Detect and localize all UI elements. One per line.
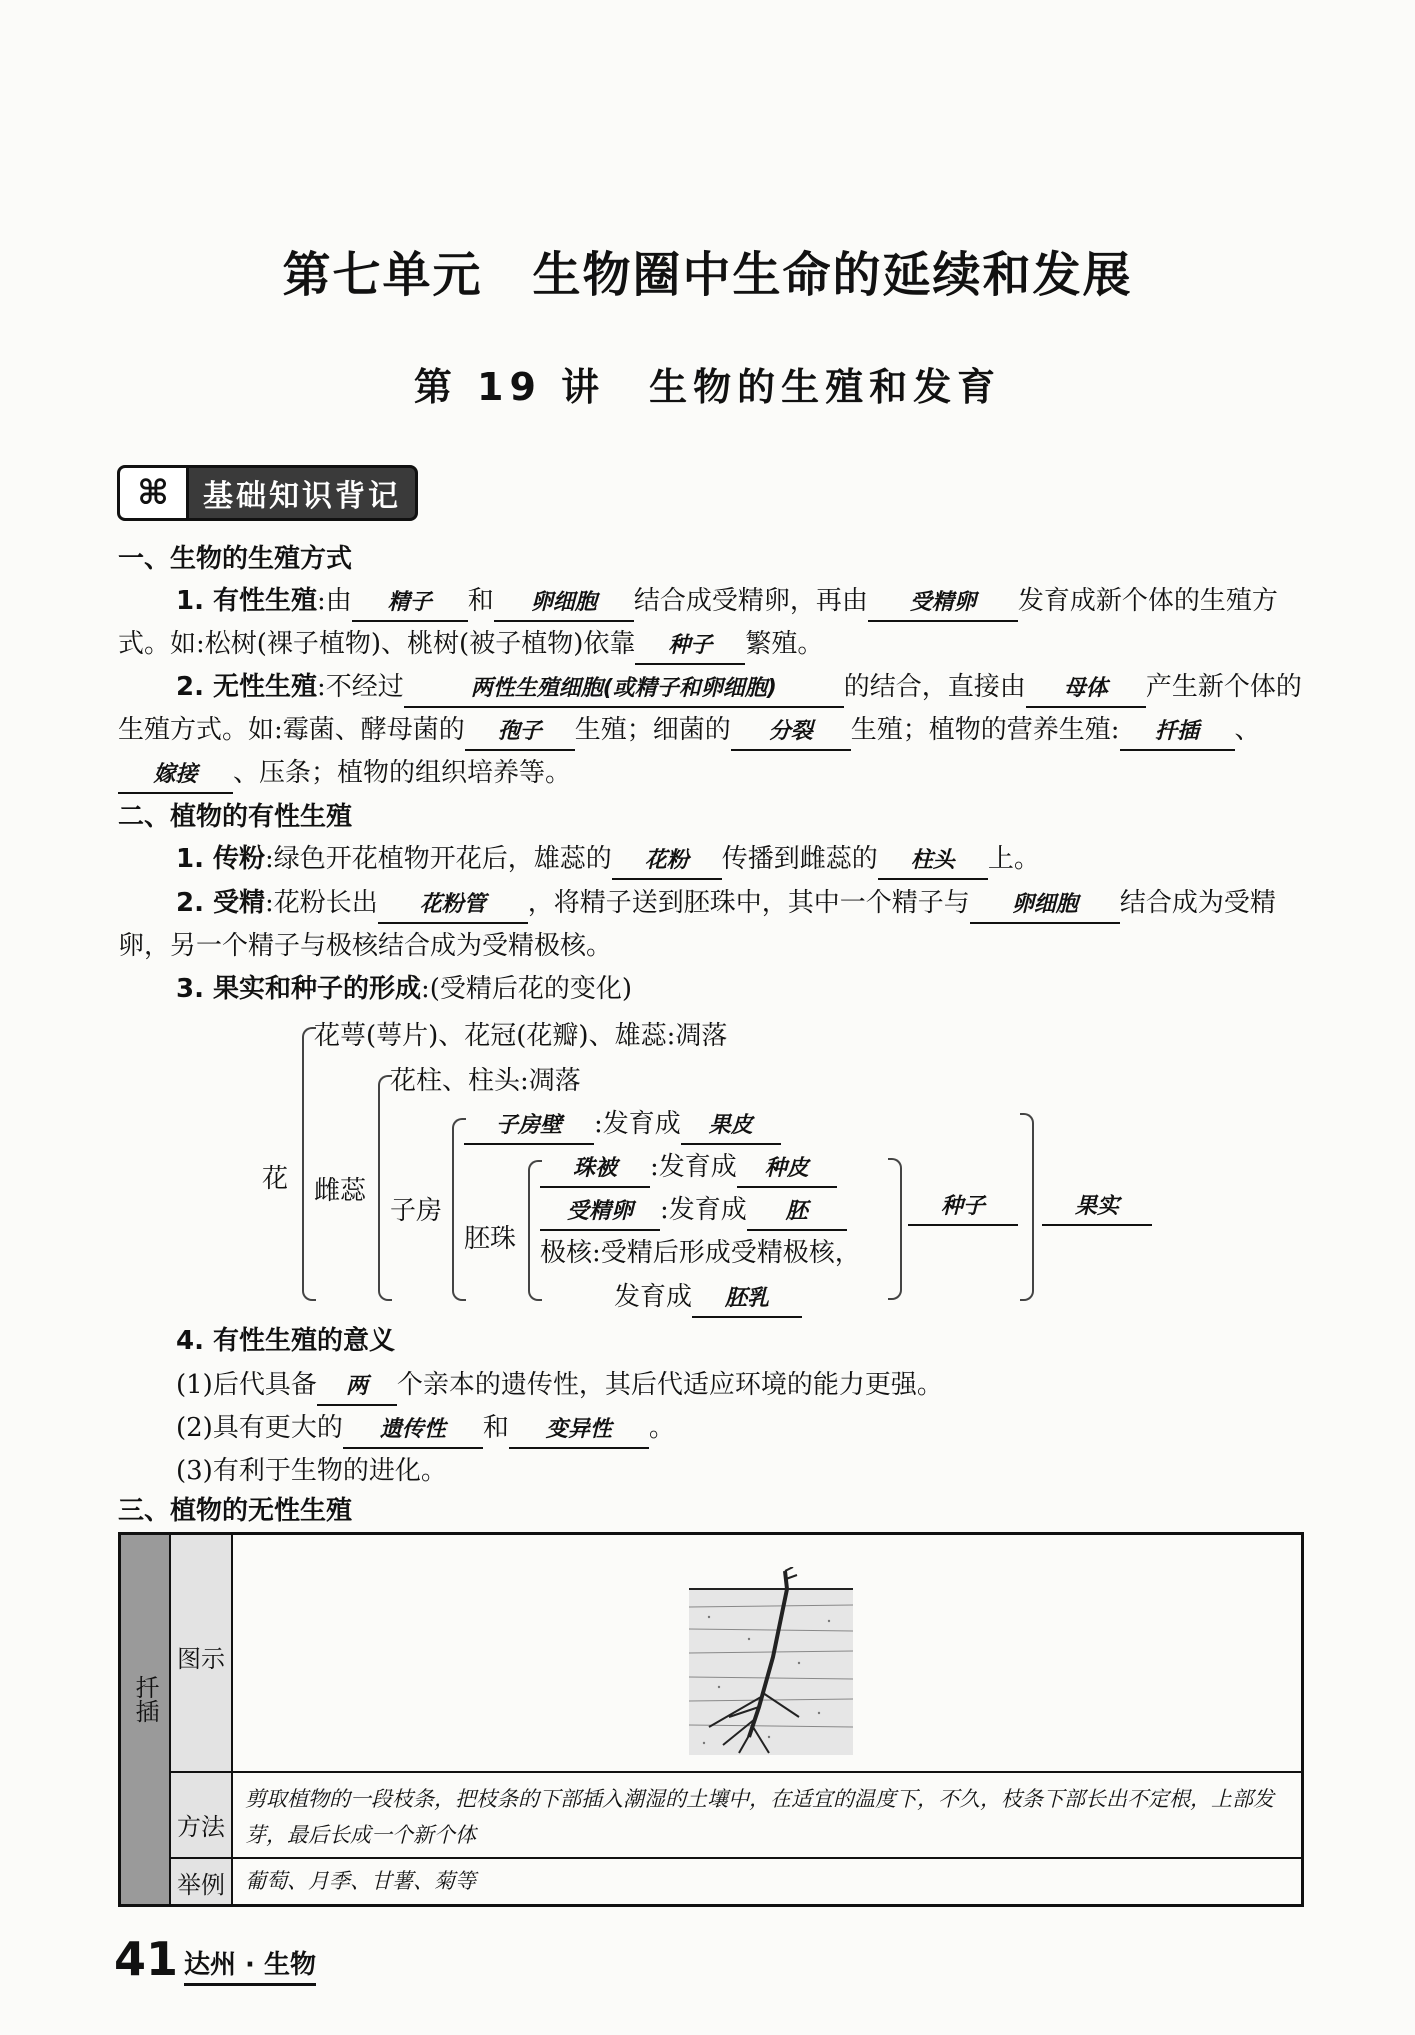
text: :不经过 xyxy=(317,672,404,702)
answer-blank: 分裂 xyxy=(731,715,851,751)
text: 传播到雌蕊的 xyxy=(721,844,878,874)
cutting-illustration xyxy=(689,1567,853,1755)
endosperm-row xyxy=(614,1276,802,1318)
bracket xyxy=(452,1118,466,1301)
footer-label: 达州 · 生物 xyxy=(184,1944,316,1986)
badge-label: 基础知识背记 xyxy=(189,465,418,521)
term-label: 2. 受精 xyxy=(176,888,266,918)
integument-row xyxy=(540,1146,837,1188)
s2-paragraph-2 xyxy=(118,882,1308,968)
text: 发育成新个体的生殖方式。如:松树(裸子植物)、桃树(被子植物)依靠 xyxy=(118,586,1278,659)
seed-row xyxy=(908,1190,1018,1226)
answer-blank: 两 xyxy=(317,1370,397,1406)
text: :由 xyxy=(317,586,352,616)
text: 产生新个体的生殖方式。如:霉菌、酵母菌的 xyxy=(118,672,1302,745)
text: :花粉长出 xyxy=(265,888,378,918)
section-badge xyxy=(117,465,418,521)
method-label: 方法 xyxy=(177,1813,225,1841)
answer-blank: 果皮 xyxy=(681,1109,781,1145)
bracket xyxy=(528,1160,542,1301)
flower-label: 花 xyxy=(262,1164,289,1194)
answer-blank: 花粉管 xyxy=(378,888,528,924)
answer-blank: 孢子 xyxy=(465,715,575,751)
text: 和 xyxy=(467,586,494,616)
answer-blank: 种子 xyxy=(908,1190,1018,1226)
text: ，将精子送到胚珠中，其中一个精子与 xyxy=(527,888,970,918)
text: 发育成 xyxy=(614,1282,693,1312)
text: 的结合，直接由 xyxy=(843,672,1026,702)
text: 和 xyxy=(482,1413,509,1443)
answer-blank: 两性生殖细胞(或精子和卵细胞) xyxy=(404,672,844,708)
figure-label: 图示 xyxy=(177,1645,225,1673)
answer-blank: 柱头 xyxy=(878,844,988,880)
s1-paragraph-1 xyxy=(118,580,1308,666)
section3-heading: 三、植物的无性生殖 xyxy=(118,1496,353,1526)
answer-blank: 遗传性 xyxy=(343,1413,483,1449)
answer-blank: 母体 xyxy=(1026,672,1146,708)
s2-paragraph-1 xyxy=(118,838,1308,881)
text: 、压条；植物的组织培养等。 xyxy=(233,758,572,788)
answer-blank: 扦插 xyxy=(1120,715,1235,751)
polar-line: 极核:受精后形成受精极核， xyxy=(540,1238,861,1268)
text: 结合成受精卵，再由 xyxy=(633,586,868,616)
answer-blank: 胚 xyxy=(747,1195,847,1231)
answer-blank: 精子 xyxy=(352,586,468,622)
text: 生殖；细菌的 xyxy=(574,715,731,745)
style-line: 花柱、柱头:凋落 xyxy=(390,1066,581,1096)
sepal-line: 花萼(萼片)、花冠(花瓣)、雄蕊:凋落 xyxy=(314,1021,728,1051)
bracket xyxy=(1020,1113,1034,1301)
significance-1 xyxy=(176,1364,943,1407)
term-label: 2. 无性生殖 xyxy=(176,672,318,702)
text: :发育成 xyxy=(650,1152,737,1182)
ovary-wall-row xyxy=(464,1103,781,1145)
text: 。 xyxy=(648,1413,675,1443)
significance-3: (3)有利于生物的进化。 xyxy=(176,1456,447,1486)
s2-paragraph-3 xyxy=(176,968,632,1011)
text: :发育成 xyxy=(660,1195,747,1225)
section2-heading: 二、植物的有性生殖 xyxy=(118,802,353,832)
row-divider xyxy=(171,1771,1301,1773)
answer-blank: 变异性 xyxy=(509,1413,649,1449)
term-label: 1. 有性生殖 xyxy=(176,586,318,616)
zygote-row xyxy=(540,1189,847,1231)
answer-blank: 种子 xyxy=(635,629,745,665)
unit-title: 第七单元 生物圈中生命的延续和发展 xyxy=(282,247,1133,303)
text: 结合成为受精卵，另一个精子与极核结合成为受精极核。 xyxy=(118,888,1276,961)
answer-blank: 受精卵 xyxy=(868,586,1018,622)
pistil-label: 雌蕊 xyxy=(314,1176,367,1206)
section1-heading: 一、生物的生殖方式 xyxy=(118,544,353,574)
term-label: 3. 果实和种子的形成 xyxy=(176,974,422,1004)
answer-blank: 花粉 xyxy=(612,844,722,880)
text: (2)具有更大的 xyxy=(176,1413,343,1443)
answer-blank: 卵细胞 xyxy=(494,586,634,622)
answer-blank: 果实 xyxy=(1042,1190,1152,1226)
bracket xyxy=(302,1027,316,1301)
plant-cutting-icon xyxy=(689,1567,853,1755)
text: :(受精后花的变化) xyxy=(421,974,633,1004)
example-text: 葡萄、月季、甘薯、菊等 xyxy=(245,1869,476,1893)
label-column xyxy=(171,1535,233,1904)
fruit-row xyxy=(1042,1190,1152,1226)
ovary-label: 子房 xyxy=(390,1196,443,1226)
text: 、 xyxy=(1234,715,1261,745)
answer-blank: 珠被 xyxy=(540,1152,650,1188)
s1-paragraph-2 xyxy=(118,666,1308,795)
answer-blank: 嫁接 xyxy=(118,758,233,794)
answer-blank: 胚乳 xyxy=(692,1282,802,1318)
bracket xyxy=(888,1158,902,1300)
s2-paragraph-4 xyxy=(176,1320,395,1363)
cutting-table xyxy=(118,1532,1304,1907)
answer-blank: 卵细胞 xyxy=(970,888,1120,924)
significance-2 xyxy=(176,1407,675,1450)
answer-blank: 受精卵 xyxy=(540,1195,660,1231)
lecture-title: 第 19 讲 生物的生殖和发育 xyxy=(413,365,1002,409)
bracket xyxy=(378,1075,392,1301)
text: 个亲本的遗传性，其后代适应环境的能力更强。 xyxy=(396,1370,943,1400)
text: (1)后代具备 xyxy=(176,1370,317,1400)
text: :绿色开花植物开花后，雄蕊的 xyxy=(265,844,612,874)
term-label: 4. 有性生殖的意义 xyxy=(176,1326,396,1356)
arrows-icon: ⌘ xyxy=(117,465,189,521)
answer-blank: 子房壁 xyxy=(464,1109,594,1145)
example-label: 举例 xyxy=(177,1871,225,1899)
term-label: 1. 传粉 xyxy=(176,844,266,874)
ovule-label: 胚珠 xyxy=(464,1224,517,1254)
page-number: 41 xyxy=(114,1932,179,1986)
row-divider xyxy=(171,1857,1301,1859)
text: 上。 xyxy=(987,844,1040,874)
text: :发育成 xyxy=(594,1109,681,1139)
text: 繁殖。 xyxy=(745,629,824,659)
row-header-label: 扦插 xyxy=(131,1675,159,1723)
method-text: 剪取植物的一段枝条，把枝条的下部插入潮湿的土壤中，在适宜的温度下，不久，枝条下部长出不定根，上部发芽，最后长成一个新个体 xyxy=(245,1787,1274,1847)
answer-blank: 种皮 xyxy=(737,1152,837,1188)
text: 生殖；植物的营养生殖: xyxy=(850,715,1120,745)
